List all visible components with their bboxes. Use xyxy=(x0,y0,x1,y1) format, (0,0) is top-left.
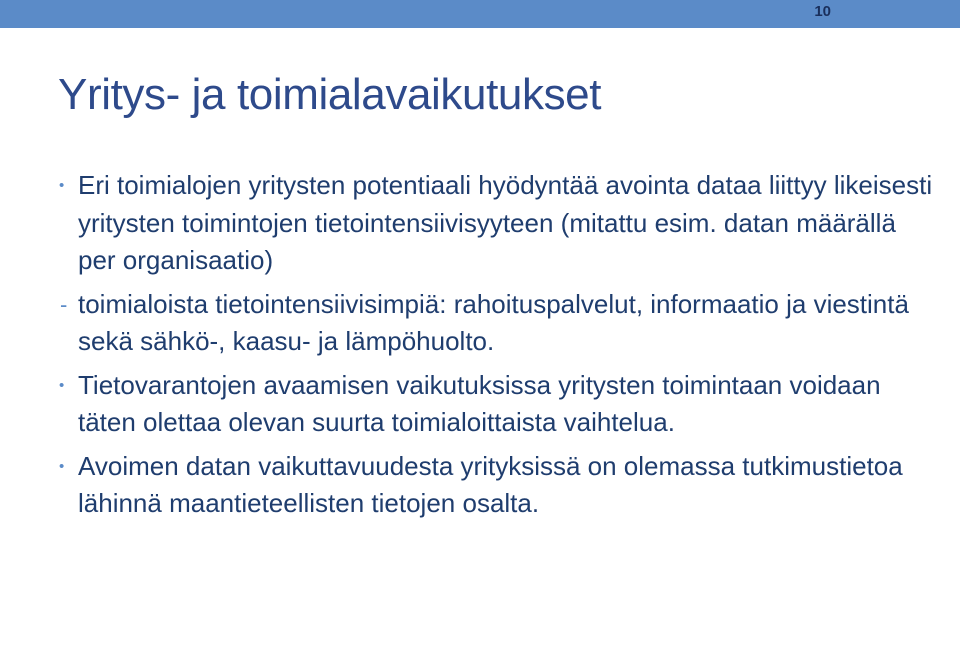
sub-item-text: toimialoista tietointensiivisimpiä: rahoituspalvelut, informaatio ja viestintä sekä sähkö-, kaasu- ja lämpöhuolto. xyxy=(78,288,909,356)
bullet-icon: • xyxy=(59,177,65,194)
bullet-item-2 xyxy=(58,367,938,442)
dash-icon: - xyxy=(60,291,68,317)
bullet-item-text: Tietovarantojen avaamisen vaikutuksissa yritysten toimintaan voidaan täten olettaa olevan suurta toimialoittaista vaihtelua. xyxy=(78,369,881,437)
bullet-icon: • xyxy=(59,457,65,475)
bullet-item-text: Avoimen datan vaikuttavuudesta yrityksissä on olemassa tutkimustietoa lähinnä maantieteellisten tietojen osalta. xyxy=(78,450,903,518)
top-bar xyxy=(0,0,960,28)
bullet-item-3 xyxy=(58,448,938,523)
sub-item-1 xyxy=(58,286,938,361)
bullet-item-1 xyxy=(58,167,938,280)
bullet-icon: • xyxy=(59,376,65,394)
bullet-list xyxy=(58,167,938,523)
page-number: 10 xyxy=(814,3,831,20)
slide-title: Yritys- ja toimialavaikutukset xyxy=(58,70,602,119)
bullet-item-text: Eri toimialojen yritysten potentiaali hyödyntää avointa dataa liittyy likeisesti yritysten toimintojen tietointensiivisyyteen (mitattu esim. datan määrällä per organisaatio) xyxy=(78,170,933,275)
